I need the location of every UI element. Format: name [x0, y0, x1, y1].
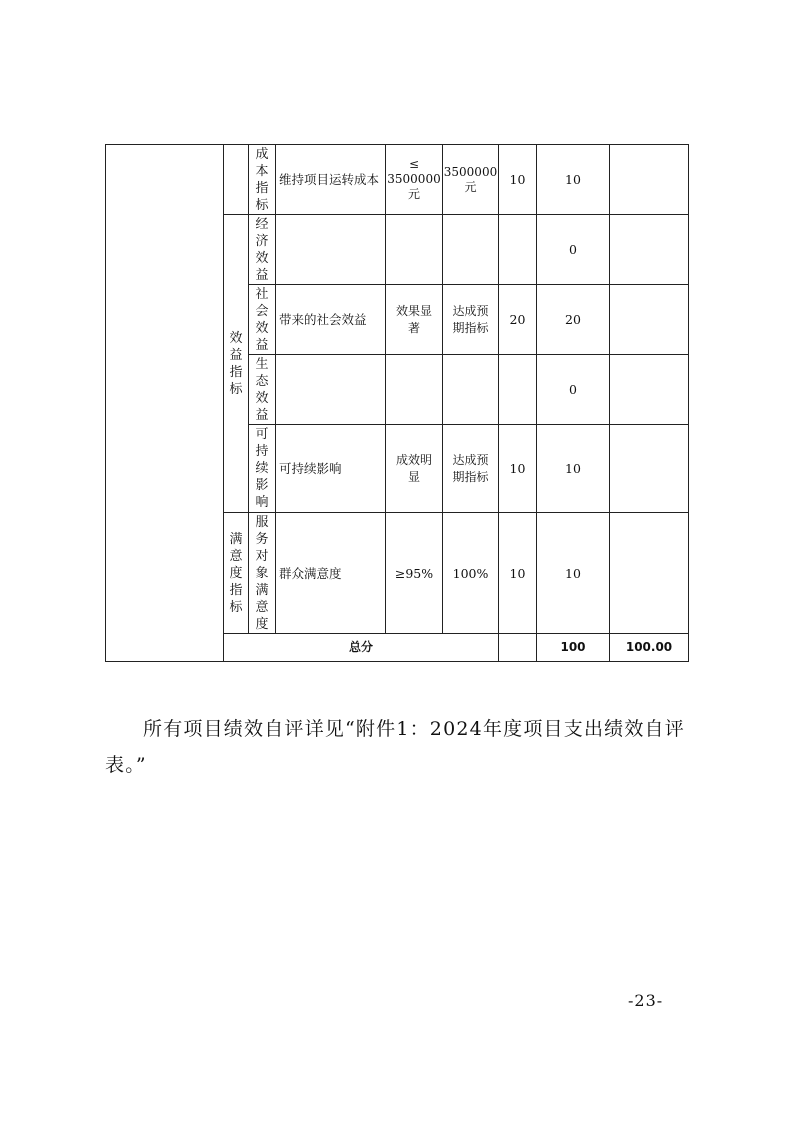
level3-cell: 服 务 对 象 满 意 度 [249, 513, 276, 634]
level3-cell: 经 济 效 益 [249, 215, 276, 285]
level2-cell: 满 意 度 指 标 [224, 513, 249, 634]
actual-cell: 3500000 元 [443, 145, 499, 215]
target-cell: 效果显 著 [386, 285, 443, 355]
page-number: -23- [628, 991, 664, 1010]
score-cell: 0 [537, 355, 610, 425]
target-cell [386, 215, 443, 285]
score-cell: 10 [537, 145, 610, 215]
note-cell [610, 425, 689, 513]
note-cell [610, 285, 689, 355]
total-weight: 100 [537, 634, 610, 662]
note-cell [610, 513, 689, 634]
level1-cell [106, 145, 224, 662]
indicator-cell: 带来的社会效益 [276, 285, 386, 355]
indicator-cell [276, 215, 386, 285]
note-cell [610, 145, 689, 215]
indicator-cell: 维持项目运转成本 [276, 145, 386, 215]
level2-cell [224, 145, 249, 215]
target-cell: 成效明 显 [386, 425, 443, 513]
indicator-cell: 群众满意度 [276, 513, 386, 634]
total-actual [499, 634, 537, 662]
paragraph-text: 所有项目绩效自评详见“附件1：2024年度项目支出绩效自评表。” [105, 718, 685, 776]
level2-cell: 效 益 指 标 [224, 215, 249, 513]
target-cell [386, 355, 443, 425]
level3-cell: 成 本 指 标 [249, 145, 276, 215]
actual-cell: 达成预 期指标 [443, 425, 499, 513]
weight-cell: 20 [499, 285, 537, 355]
weight-cell: 10 [499, 425, 537, 513]
actual-cell [443, 215, 499, 285]
total-score: 100.00 [610, 634, 689, 662]
weight-cell [499, 215, 537, 285]
actual-cell [443, 355, 499, 425]
score-cell: 10 [537, 513, 610, 634]
actual-cell: 100% [443, 513, 499, 634]
performance-table [105, 144, 689, 662]
level3-cell: 社 会 效 益 [249, 285, 276, 355]
target-cell: ≤ 3500000 元 [386, 145, 443, 215]
indicator-cell [276, 355, 386, 425]
target-cell: ≥95% [386, 513, 443, 634]
actual-cell: 达成预 期指标 [443, 285, 499, 355]
table-row [106, 145, 689, 215]
level3-cell: 可 持 续 影 响 [249, 425, 276, 513]
score-cell: 0 [537, 215, 610, 285]
body-paragraph [105, 711, 693, 783]
level3-cell: 生 态 效 益 [249, 355, 276, 425]
weight-cell: 10 [499, 513, 537, 634]
total-label: 总分 [224, 634, 499, 662]
score-cell: 10 [537, 425, 610, 513]
note-cell [610, 355, 689, 425]
weight-cell: 10 [499, 145, 537, 215]
score-cell: 20 [537, 285, 610, 355]
note-cell [610, 215, 689, 285]
weight-cell [499, 355, 537, 425]
indicator-cell: 可持续影响 [276, 425, 386, 513]
